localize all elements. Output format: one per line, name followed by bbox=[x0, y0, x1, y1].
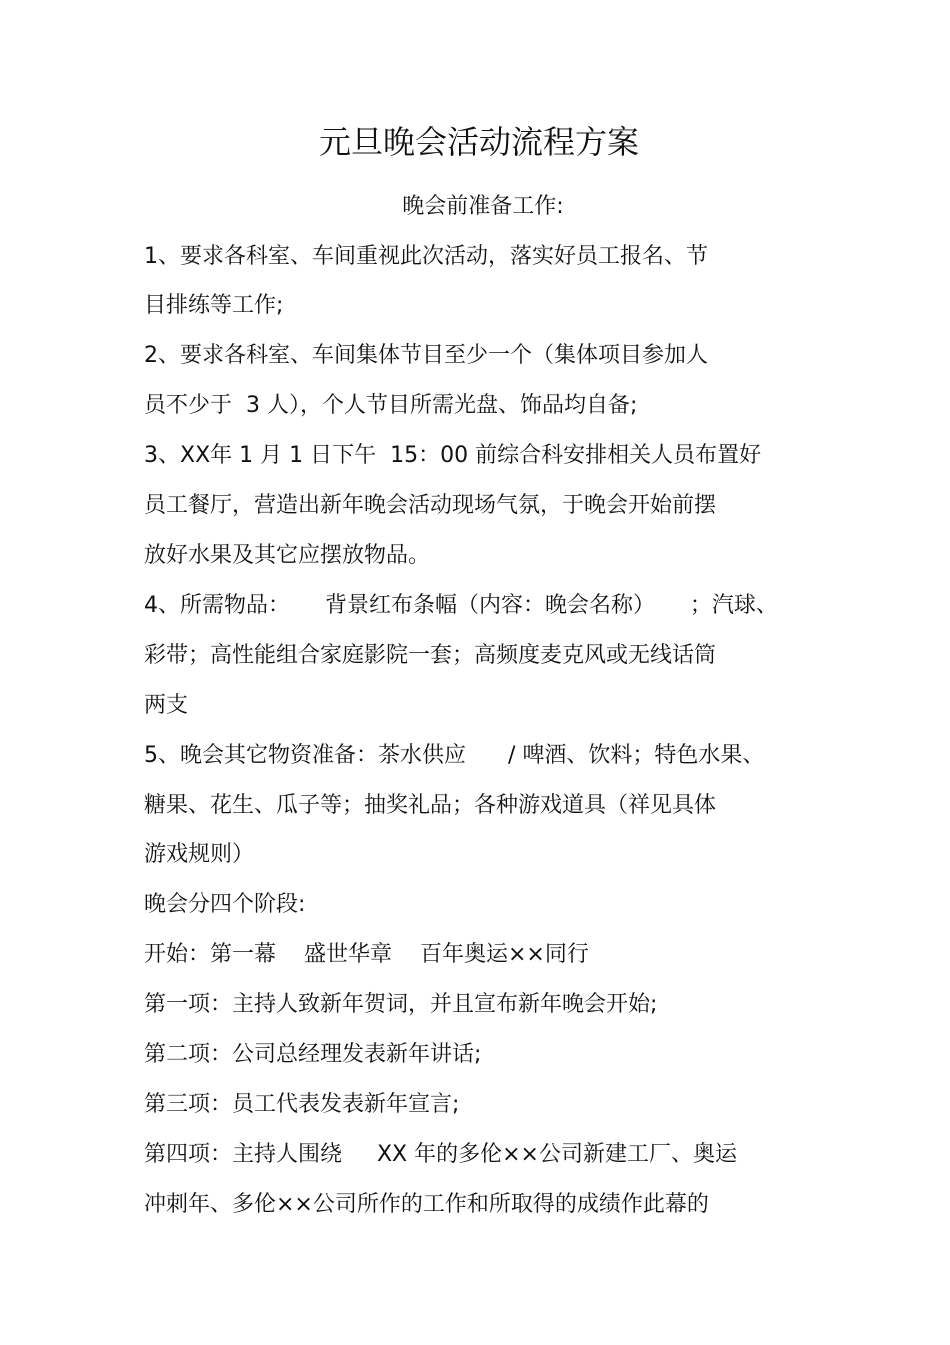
text-line: 4、所需物品： 背景红布条幅（内容：晚会名称） ；汽球、 bbox=[144, 593, 778, 618]
section-heading: 晚会前准备工作: bbox=[402, 194, 564, 219]
text-line: 5、晚会其它物资准备：茶水供应 / 啤酒、饮料；特色水果、 bbox=[144, 743, 765, 768]
text-line: 3、XX年 1 月 1 日下午 15：00 前综合科安排相关人员布置好 bbox=[144, 443, 762, 468]
text-line: 两支 bbox=[144, 693, 189, 718]
text-line: 糖果、花生、瓜子等；抽奖礼品；各种游戏道具（祥见具体 bbox=[144, 793, 717, 818]
text-line: 目排练等工作; bbox=[144, 293, 284, 318]
text-line: 2、要求各科室、车间集体节目至少一个（集体项目参加人 bbox=[144, 343, 708, 368]
text-line: 员工餐厅，营造出新年晚会活动现场气氛，于晚会开始前摆 bbox=[144, 493, 717, 518]
text-line: 1、要求各科室、车间重视此次活动，落实好员工报名、节 bbox=[144, 244, 708, 269]
text-line: 放好水果及其它应摆放物品。 bbox=[144, 543, 431, 568]
text-line: 晚会分四个阶段: bbox=[144, 892, 306, 917]
text-line: 开始：第一幕 盛世华章 百年奥运××同行 bbox=[144, 942, 589, 967]
text-line: 彩带；高性能组合家庭影院一套；高频度麦克风或无线话筒 bbox=[144, 643, 717, 668]
text-line: 游戏规则） bbox=[144, 842, 255, 867]
text-line: 第三项：员工代表发表新年宣言; bbox=[144, 1092, 460, 1117]
document-title: 元旦晚会活动流程方案 bbox=[318, 123, 639, 161]
text-line: 冲刺年、多伦××公司所作的工作和所取得的成绩作此幕的 bbox=[144, 1192, 709, 1217]
text-line: 员不少于 3 人），个人节目所需光盘、饰品均自备; bbox=[144, 393, 638, 418]
text-line: 第二项：公司总经理发表新年讲话; bbox=[144, 1042, 482, 1067]
text-line: 第四项：主持人围绕 XX 年的多伦××公司新建工厂、奥运 bbox=[144, 1142, 737, 1167]
text-line: 第一项：主持人致新年贺词，并且宣布新年晚会开始; bbox=[144, 992, 658, 1017]
